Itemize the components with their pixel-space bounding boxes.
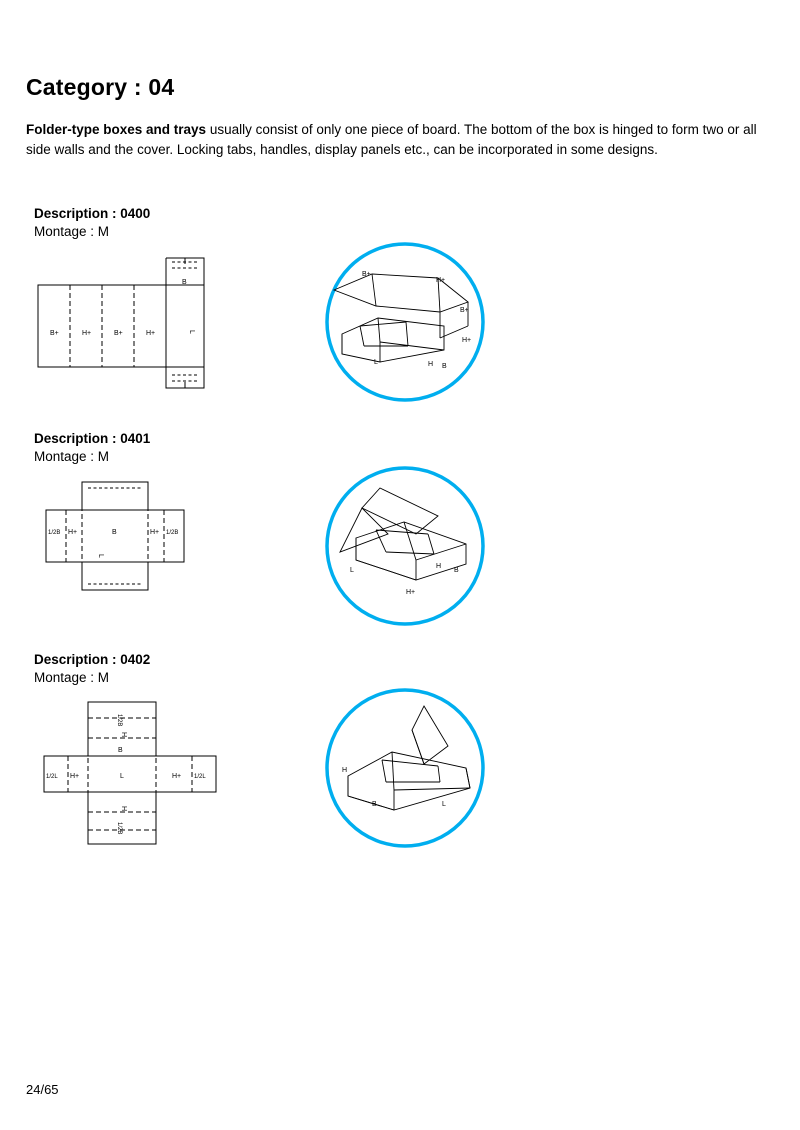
dieline-label-h-plus-2: H+ bbox=[146, 330, 156, 337]
render-label-h: H bbox=[342, 767, 348, 774]
render-label-b: B bbox=[454, 567, 459, 574]
dieline-label-b-plus-2: B+ bbox=[114, 330, 123, 337]
render-label-h-plus-1: H+ bbox=[436, 277, 446, 284]
page-footer: 24/65 bbox=[26, 1082, 59, 1097]
render-label-l: L bbox=[350, 567, 354, 574]
entry-subtitle-0400: Montage : M bbox=[34, 224, 110, 239]
entry-title-0400: Description : 0400 bbox=[34, 206, 151, 221]
render-label-l: L bbox=[442, 801, 446, 808]
dieline-label-h-plus-1: H+ bbox=[82, 330, 92, 337]
render-label-h-plus-2: H+ bbox=[462, 337, 472, 344]
render-label-b-plus-2: B+ bbox=[460, 307, 469, 314]
intro-bold-lead: Folder-type boxes and trays bbox=[26, 122, 207, 137]
dieline-label-half-b-bottom: 1/2B bbox=[116, 822, 122, 835]
intro-paragraph bbox=[26, 120, 776, 159]
render-label-h: H bbox=[436, 563, 442, 570]
dieline-label-h-bottom: H bbox=[120, 806, 127, 812]
dieline-label-h-plus-1: H+ bbox=[70, 773, 80, 780]
dieline-label-half-b-2: 1/2B bbox=[166, 530, 179, 536]
render-label-b: B bbox=[442, 363, 447, 370]
dieline-label-half-b-1: 1/2B bbox=[48, 530, 61, 536]
dieline-label-b-plus-1: B+ bbox=[50, 330, 59, 337]
render-0402 bbox=[320, 690, 500, 850]
entry-subtitle-0401: Montage : M bbox=[34, 449, 110, 464]
render-label-b: B bbox=[372, 801, 377, 808]
entry-title-0402: Description : 0402 bbox=[34, 652, 151, 667]
dieline-label-l: L bbox=[97, 554, 104, 558]
render-label-l: L bbox=[374, 359, 378, 366]
render-label-h-plus: H+ bbox=[406, 589, 416, 596]
dieline-label-h-top: H bbox=[120, 732, 127, 738]
intro-rest: usually consist of only one piece of board. The bottom of the box is hinged to form two or all side walls and the cover. Locking tabs, handles, display panels etc., can be incorporated in some designs. bbox=[26, 122, 757, 157]
dieline-0401 bbox=[36, 472, 236, 612]
dieline-label-h-plus-2: H+ bbox=[172, 773, 182, 780]
dieline-label-half-l-2: 1/2L bbox=[194, 774, 206, 780]
render-0400 bbox=[320, 242, 500, 402]
dieline-label-l: L bbox=[120, 773, 124, 780]
render-circle-0402 bbox=[327, 690, 483, 846]
dieline-label-half-l-1: 1/2L bbox=[46, 774, 58, 780]
render-label-h: H bbox=[428, 361, 434, 368]
entry-subtitle-0402: Montage : M bbox=[34, 670, 110, 685]
entry-title-0401: Description : 0401 bbox=[34, 431, 151, 446]
dieline-label-b: B bbox=[118, 747, 123, 754]
dieline-label-h-plus-2: H+ bbox=[150, 529, 160, 536]
dieline-label-b: B bbox=[112, 529, 117, 536]
page-title: Category : 04 bbox=[26, 74, 175, 100]
dieline-label-half-b-top: 1/2B bbox=[116, 714, 122, 727]
dieline-0400 bbox=[36, 250, 236, 400]
dieline-label-h-plus-1: H+ bbox=[68, 529, 78, 536]
dieline-0402 bbox=[36, 694, 246, 854]
render-label-b-plus-1: B+ bbox=[362, 271, 371, 278]
render-0401 bbox=[320, 468, 500, 628]
dieline-label-b: B bbox=[182, 279, 187, 286]
dieline-label-l: L bbox=[188, 330, 195, 334]
